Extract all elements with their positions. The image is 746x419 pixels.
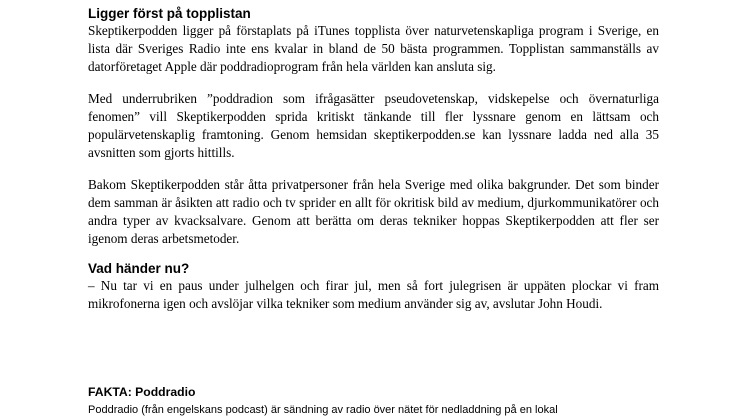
paragraph-bakom: Bakom Skeptikerpodden står åtta privatpersoner från hela Sverige med olika bakgrunder. Det som binder dem samman är åsikten att radio och tv sprider en allt för okritisk bild av medium, djurkommunikatörer och andra typer av kvacksalvare. Genom att berätta om deras tekniker hoppas Skeptikerpodden att fler ser igenom deras arbetsmetoder. bbox=[88, 177, 659, 246]
article-body bbox=[88, 6, 659, 416]
paragraph-spacer bbox=[88, 248, 659, 261]
paragraph-topplista: Skeptikerpodden ligger på förstaplats på iTunes topplista över naturvetenskapliga program i Sverige, en lista där Sveriges Radio inte ens kvalar in bland de 50 bästa programmen. Topplistan sammanställs av datorföretaget Apple där poddradioprogram från hela världen kan ansluta sig. bbox=[88, 23, 659, 74]
section-heading-vad-hander-nu: Vad händer nu? bbox=[88, 261, 190, 276]
fakta-text: Poddradio (från engelskans podcast) är sändning av radio över nätet för nedladdning på en lokal bbox=[88, 404, 558, 416]
paragraph-underrubrik: Med underrubriken ”poddradion som ifrågasätter pseudovetenskap, vidskepelse och övernaturliga fenomen” vill Skeptikerpodden sprida kritiskt tänkande till fler lyssnare genom en lättsam och populärvetenskaplig framtoning. Genom hemsidan skeptikerpodden.se kan lyssnare ladda ned alla 35 avsnitten som gjorts hittills. bbox=[88, 91, 659, 160]
paragraph-spacer bbox=[88, 76, 659, 90]
fakta-heading: FAKTA: Poddradio bbox=[88, 385, 196, 399]
paragraph-quote: – Nu tar vi en paus under julhelgen och firar jul, men så fort julegrisen är uppäten plockar vi fram mikrofonerna igen och avslöjar vilka tekniker som medium använder sig av, avslutar John Houdi. bbox=[88, 278, 659, 311]
paragraph-spacer bbox=[88, 162, 659, 176]
section-heading-topplistan: Ligger först på topplistan bbox=[88, 6, 251, 21]
